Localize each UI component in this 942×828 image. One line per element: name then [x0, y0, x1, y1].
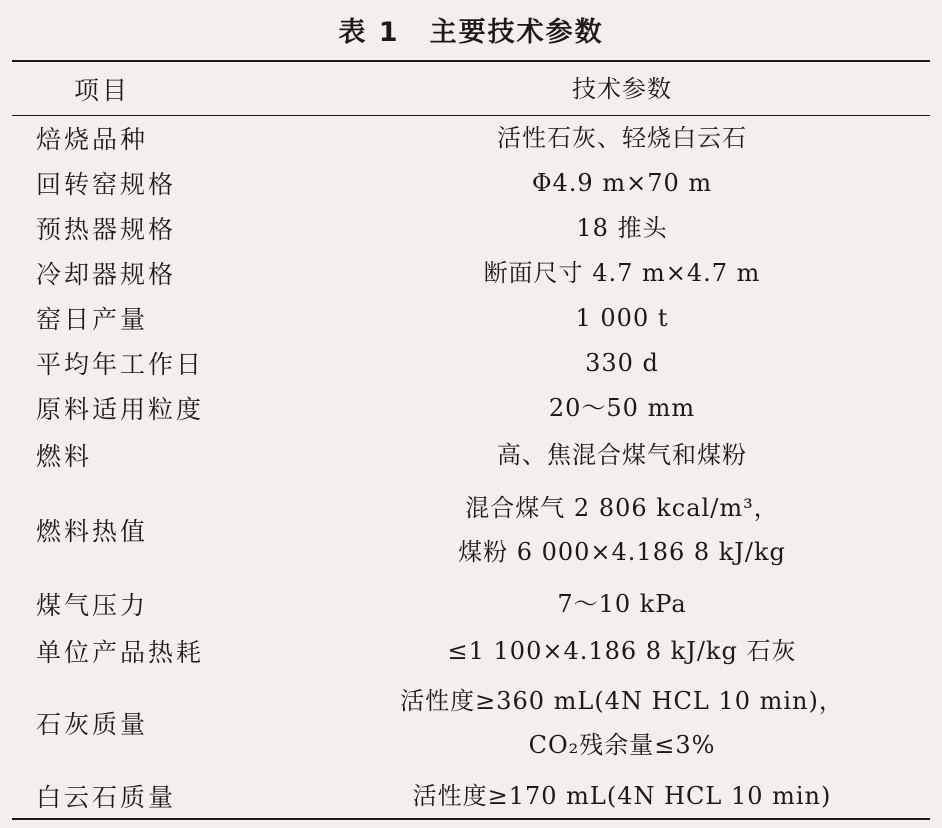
row-value: 330 d: [585, 348, 659, 377]
table-row: [0, 205, 942, 250]
table-row: [0, 340, 942, 385]
row-item: 燃料: [36, 442, 93, 471]
row-item: 焙烧品种: [36, 124, 149, 154]
table-row: [0, 580, 942, 628]
header-item: 项目: [74, 75, 131, 105]
row-value: 活性度≥170 mL(4N HCL 10 min): [412, 781, 832, 810]
table-number: 表 1: [338, 17, 400, 48]
row-item: 白云石质量: [36, 782, 177, 812]
row-item: 燃料热值: [36, 517, 149, 546]
row-item: 冷却器规格: [36, 259, 177, 289]
row-item: 煤气压力: [36, 591, 149, 620]
row-item: 单位产品热耗: [36, 637, 205, 667]
row-value: 20～50 mm: [548, 393, 696, 422]
row-item: 窑日产量: [36, 304, 149, 334]
row-value: 18 推头: [576, 213, 668, 242]
table-row: [0, 628, 942, 673]
row-item: 预热器规格: [36, 214, 177, 244]
table-row: [0, 295, 942, 340]
bottom-rule: [12, 818, 930, 820]
row-value: 7～10 kPa: [557, 590, 687, 618]
row-item: 石灰质量: [36, 710, 149, 739]
row-value: Φ4.9 m×70 m: [531, 168, 713, 197]
row-value: 活性度≥360 mL(4N HCL 10 min)， CO₂残余量≤3%: [400, 687, 844, 759]
row-value: 断面尺寸 4.7 m×4.7 m: [483, 258, 761, 287]
row-value: 活性石灰、轻烧白云石: [497, 123, 747, 152]
table-row: [0, 115, 942, 160]
row-item: 原料适用粒度: [36, 394, 205, 424]
row-item: 回转窑规格: [36, 169, 177, 199]
table-row: [0, 673, 942, 773]
table-header-row: [0, 62, 942, 115]
table-row: [0, 385, 942, 430]
row-value: ≤1 100×4.186 8 kJ/kg 石灰: [447, 636, 797, 665]
header-param: 技术参数: [572, 74, 672, 103]
table-title: 主要技术参数: [429, 17, 604, 48]
row-item: 平均年工作日: [36, 349, 205, 379]
row-value: 1 000 t: [575, 303, 669, 332]
table-caption: [0, 10, 942, 49]
table-row: [0, 160, 942, 205]
table-row: [0, 480, 942, 580]
row-value: 高、焦混合煤气和煤粉: [497, 441, 747, 469]
table-row: [0, 250, 942, 295]
table-row: [0, 430, 942, 480]
table-row: [0, 773, 942, 818]
row-value: 混合煤气 2 806 kcal/m³， 煤粉 6 000×4.186 8 kJ/kg: [458, 494, 786, 566]
